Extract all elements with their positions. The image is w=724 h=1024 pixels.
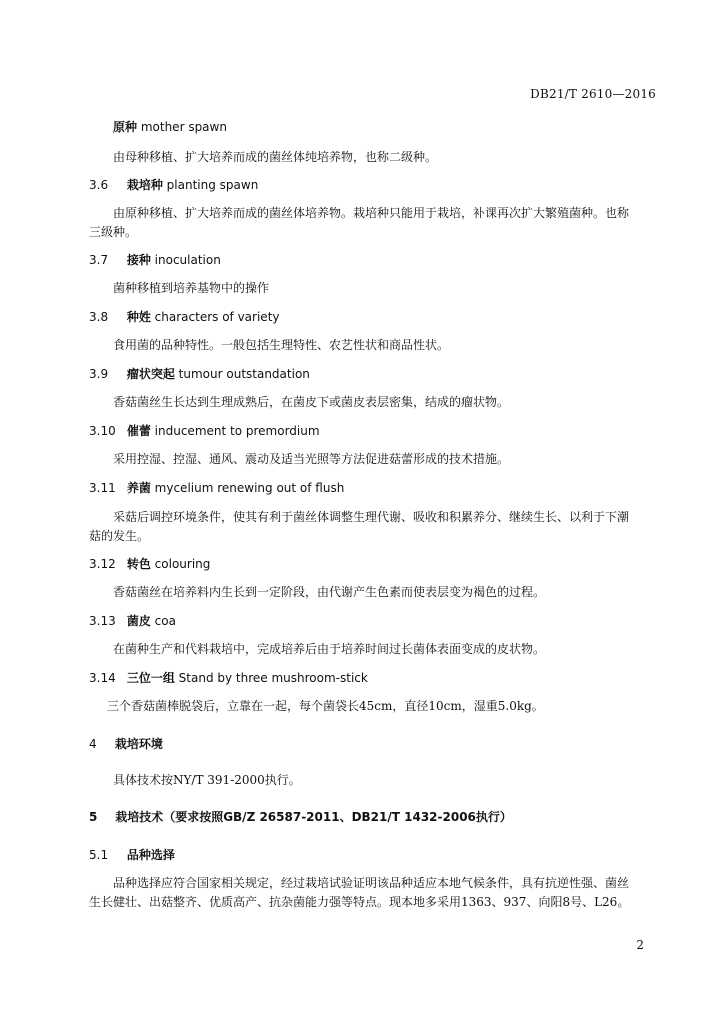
term-definition: 采用控湿、控湿、通风、震动及适当光照等方法促进菇蕾形成的技术措施。 [113, 452, 510, 466]
term-cn: 菌皮 [126, 614, 151, 628]
term-number: 3.14 [89, 671, 116, 685]
term-cn: 养菌 [126, 481, 151, 495]
subsection-title: 品种选择 [126, 848, 175, 862]
term-definition: 三个香菇菌棒脱袋后，立靠在一起，每个菌袋长45cm，直径10cm，湿重5.0kg。 [107, 699, 544, 713]
term-heading [89, 557, 210, 571]
term-en: characters of variety [154, 310, 280, 324]
term-en: inoculation [154, 253, 221, 267]
term-heading [89, 481, 344, 495]
term-cn: 转色 [126, 557, 151, 571]
term-heading [89, 178, 258, 192]
term-en: inducement to premordium [154, 424, 320, 438]
term-en: planting spawn [166, 178, 259, 192]
term-definition: 菌种移植到培养基物中的操作 [113, 281, 270, 295]
term-heading [89, 253, 221, 267]
term-cn: 原种 [113, 120, 138, 134]
term-number: 3.10 [89, 424, 116, 438]
section-text: 品种选择应符合国家相关规定，经过栽培试验证明该品种适应本地气候条件，具有抗逆性强、菌丝 [113, 876, 630, 890]
section-heading [89, 810, 512, 824]
term-definition: 由母种移植、扩大培养而成的菌丝体纯培养物，也称二级种。 [113, 150, 438, 164]
term-definition: 香菇菌丝在培养料内生长到一定阶段，由代谢产生色素而使表层变为褐色的过程。 [113, 585, 546, 599]
section-number: 5 [89, 810, 98, 824]
term-definition: 在菌种生产和代料栽培中，完成培养后由于培养时间过长菌体表面变成的皮状物。 [113, 642, 546, 656]
term-heading [89, 310, 280, 324]
term-cn: 种姓 [126, 310, 151, 324]
term-number: 3.13 [89, 614, 116, 628]
term-cn: 催蕾 [126, 424, 151, 438]
section-title: 栽培技术（要求按照GB/Z 26587-2011、DB21/T 1432-2006执行） [115, 810, 512, 824]
term-heading [113, 120, 227, 134]
term-cn: 栽培种 [126, 178, 163, 192]
term-en: Stand by three mushroom-stick [178, 671, 368, 685]
term-en: coa [154, 614, 176, 628]
term-definition: 采菇后调控环境条件，使其有利于菌丝体调整生理代谢、吸收和积累养分、继续生长、以利于下潮 [113, 510, 630, 524]
term-number: 3.11 [89, 481, 116, 495]
page-number: 2 [636, 938, 644, 952]
term-en: tumour outstandation [178, 367, 310, 381]
section-text: 生长健壮、出菇整齐、优质高产、抗杂菌能力强等特点。现本地多采用1363、937、向阳8号、L26。 [89, 895, 630, 909]
term-en: mycelium renewing out of flush [154, 481, 345, 495]
term-number: 3.8 [89, 310, 109, 324]
term-cn: 接种 [126, 253, 151, 267]
term-heading [89, 671, 368, 685]
term-number: 3.6 [89, 178, 109, 192]
term-heading [89, 614, 176, 628]
term-en: colouring [154, 557, 211, 571]
term-definition: 三级种。 [89, 225, 138, 239]
term-definition: 香菇菌丝生长达到生理成熟后，在菌皮下或菌皮表层密集，结成的瘤状物。 [113, 395, 510, 409]
document-number: DB21/T 2610—2016 [530, 87, 656, 101]
term-definition: 由原种移植、扩大培养而成的菌丝体培养物。栽培种只能用于栽培，补课再次扩大繁殖菌种。也称 [113, 206, 630, 220]
subsection-number: 5.1 [89, 848, 109, 862]
subsection-heading [89, 848, 175, 862]
section-heading [89, 737, 163, 751]
term-number: 3.7 [89, 253, 109, 267]
section-title: 栽培环境 [114, 737, 163, 751]
term-heading [89, 367, 310, 381]
term-cn: 三位一组 [126, 671, 175, 685]
term-number: 3.9 [89, 367, 109, 381]
term-definition: 菇的发生。 [89, 529, 150, 543]
term-en: mother spawn [140, 120, 227, 134]
section-text: 具体技术按NY/T 391-2000执行。 [113, 773, 301, 787]
term-number: 3.12 [89, 557, 116, 571]
term-definition: 食用菌的品种特性。一般包括生理特性、农艺性状和商品性状。 [113, 338, 450, 352]
term-cn: 瘤状突起 [126, 367, 175, 381]
term-heading [89, 424, 320, 438]
section-number: 4 [89, 737, 97, 751]
